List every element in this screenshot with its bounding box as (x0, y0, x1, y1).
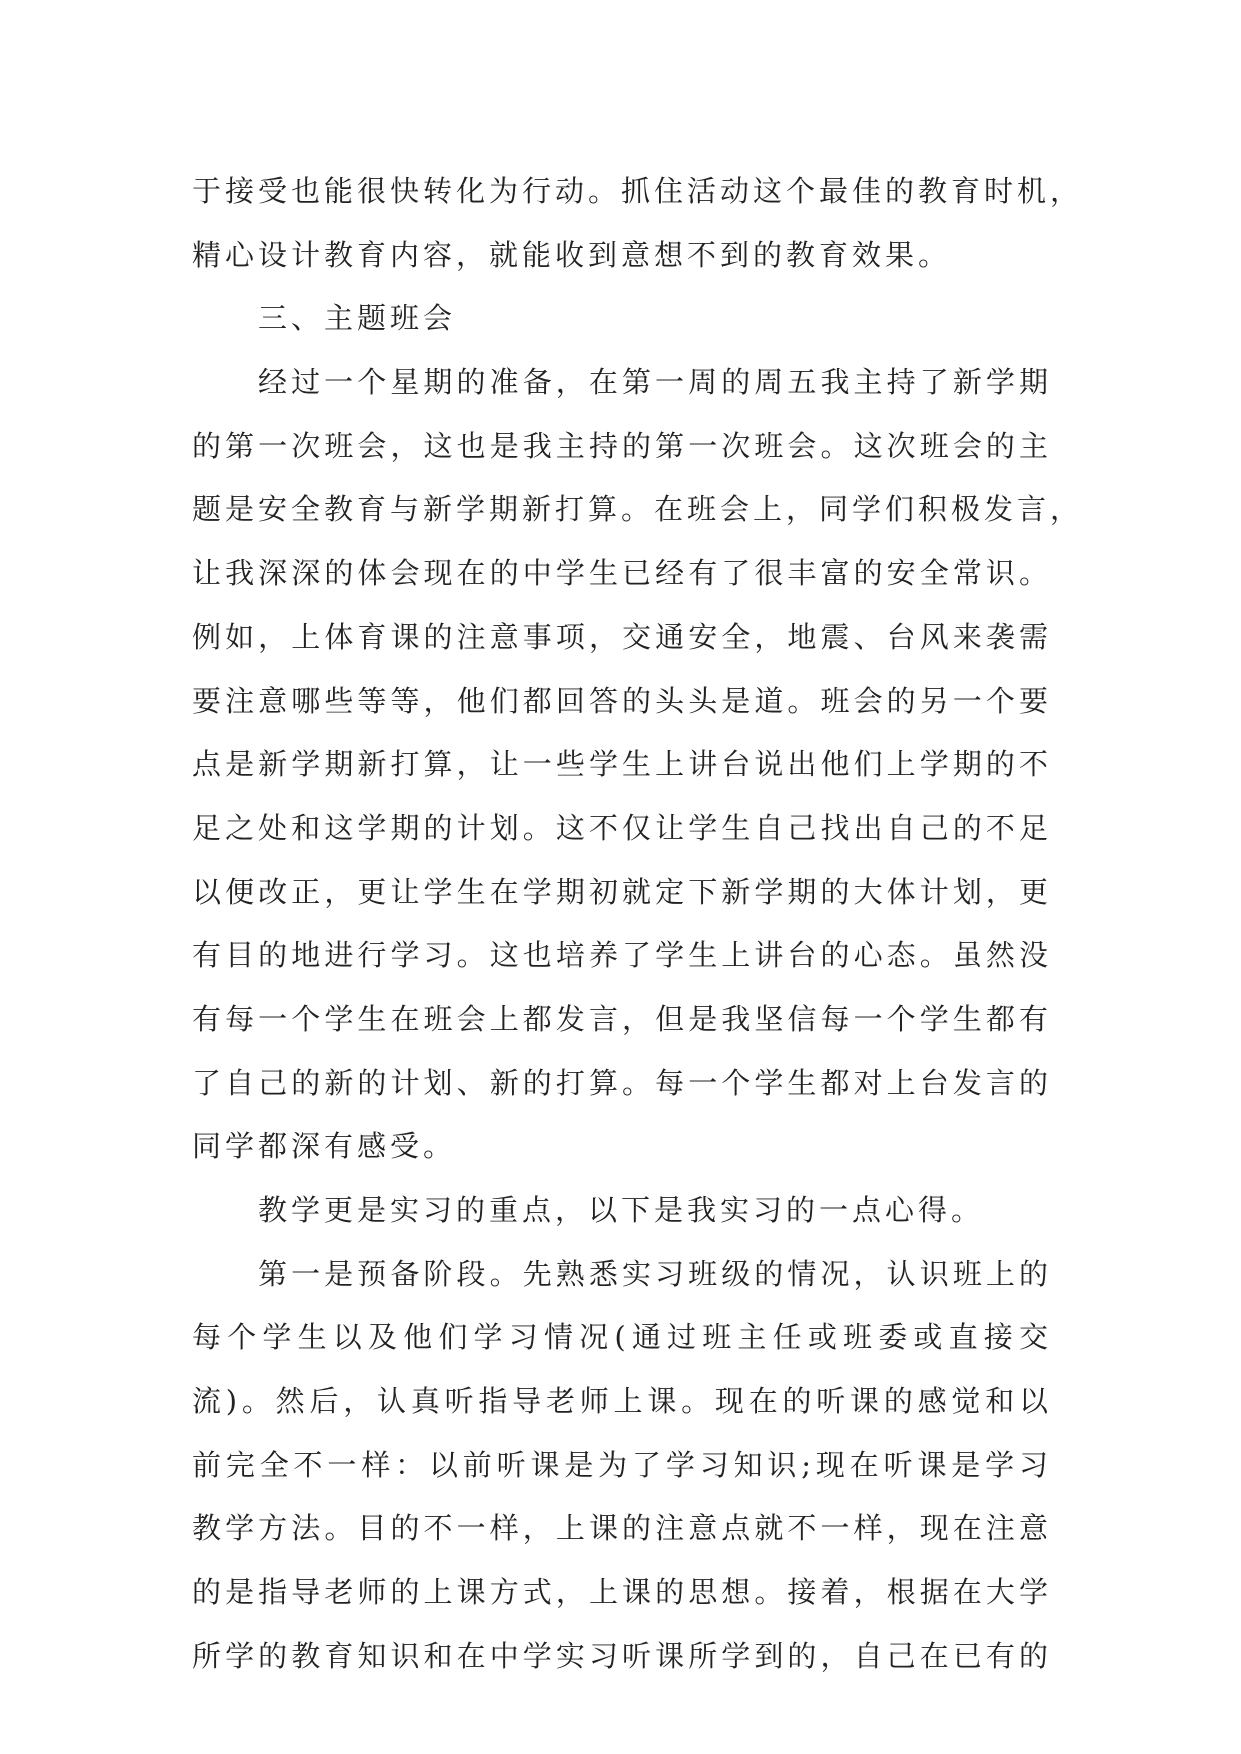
text-line: 让我深深的体会现在的中学生已经有了很丰富的安全常识。 (192, 556, 1052, 591)
text-line: 有每一个学生在班会上都发言，但是我坚信每一个学生都有 (192, 1001, 1052, 1036)
text-line: 有目的地进行学习。这也培养了学生上讲台的心态。虽然没 (192, 938, 1052, 973)
text-line: 精心设计教育内容，就能收到意想不到的教育效果。 (192, 237, 952, 272)
text-line: 同学都深有感受。 (192, 1129, 457, 1164)
body-text (192, 160, 1084, 1689)
text-line: 例如，上体育课的注意事项，交通安全，地震、台风来袭需 (192, 619, 1052, 654)
text-line: 的第一次班会，这也是我主持的第一次班会。这次班会的主 (192, 428, 1052, 463)
paragraph (192, 351, 1084, 1179)
text-line: 教学更是实习的重点，以下是我实习的一点心得。 (258, 1193, 985, 1227)
text-line: 教学方法。目的不一样，上课的注意点就不一样，现在注意 (192, 1511, 1052, 1546)
text-line: 流)。然后，认真听指导老师上课。现在的听课的感觉和以 (192, 1384, 1052, 1419)
paragraph (192, 160, 1084, 287)
text-line: 经过一个星期的准备，在第一周的周五我主持了新学期 (258, 365, 1052, 400)
paragraph (192, 1243, 1062, 1689)
text-line: 要注意哪些等等，他们都回答的头头是道。班会的另一个要 (192, 683, 1052, 718)
section-heading (192, 287, 1062, 351)
text-line: 前完全不一样：以前听课是为了学习知识;现在听课是学习 (192, 1447, 1052, 1482)
text-line: 的是指导老师的上课方式，上课的思想。接着，根据在大学 (192, 1575, 1052, 1610)
text-line: 点是新学期新打算，让一些学生上讲台说出他们上学期的不 (192, 747, 1052, 782)
text-line: 第一是预备阶段。先熟悉实习班级的情况，认识班上的 (258, 1256, 1052, 1291)
paragraph (192, 1179, 1062, 1243)
text-line: 了自己的新的计划、新的打算。每一个学生都对上台发言的 (192, 1065, 1052, 1100)
section-heading-text: 三、主题班会 (258, 301, 457, 336)
text-line: 于接受也能很快转化为行动。抓住活动这个最佳的教育时机， (192, 174, 1084, 208)
text-line: 每个学生以及他们学习情况(通过班主任或班委或直接交 (192, 1320, 1052, 1355)
text-line: 足之处和这学期的计划。这不仅让学生自己找出自己的不足 (192, 810, 1052, 845)
text-line: 所学的教育知识和在中学实习听课所学到的，自己在已有的 (192, 1638, 1052, 1673)
text-line: 题是安全教育与新学期新打算。在班会上，同学们积极发言， (192, 492, 1084, 527)
text-line: 以便改正，更让学生在学期初就定下新学期的大体计划，更 (192, 874, 1052, 909)
